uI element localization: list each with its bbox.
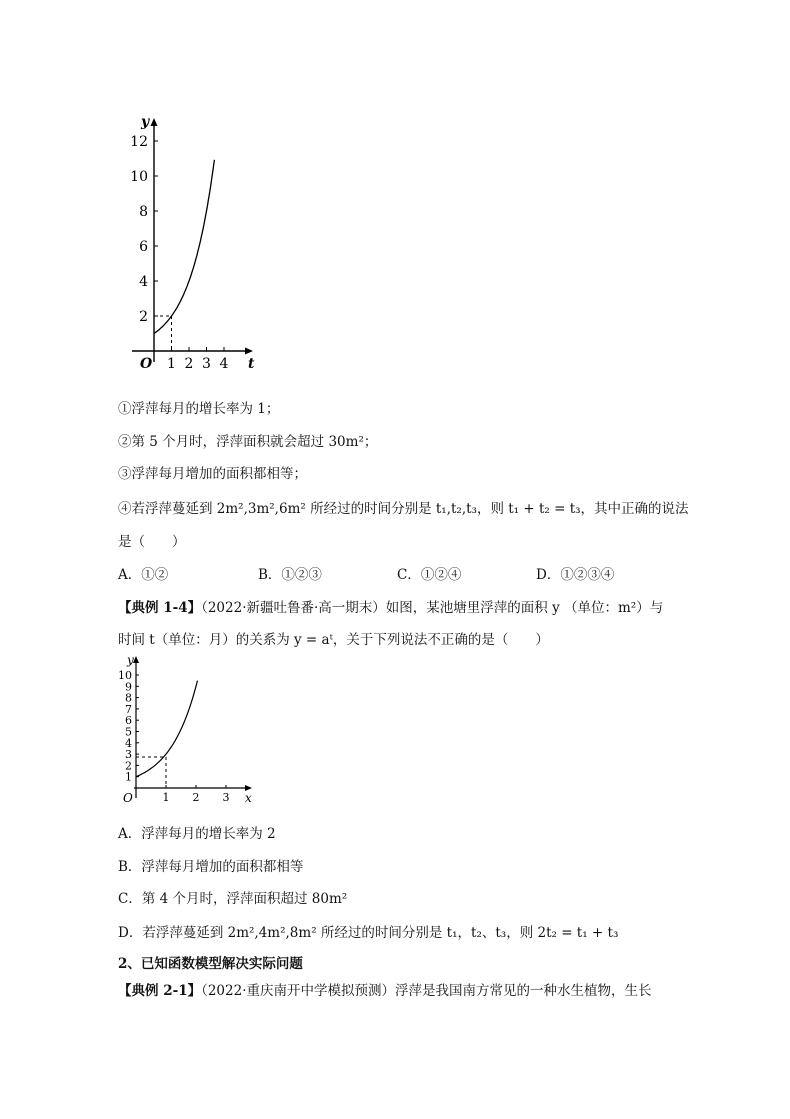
p2-option-c: C．第 4 个月时，浮萍面积超过 80m² <box>118 891 348 907</box>
statement-4-cont: 是（ ） <box>118 534 186 550</box>
graph-1-y-tick-label: 10 <box>130 169 148 185</box>
graph-2-y-tick-label: 3 <box>125 748 132 762</box>
example-2-1-text: （2022·重庆南开中学模拟预测）浮萍是我国南方常见的一种水生植物，生长 <box>201 983 652 999</box>
example-1-4-line-2: 时间 t（单位：月）的关系为 y = aᵗ，关于下列说法不正确的是（ ） <box>118 632 549 648</box>
graph-1-y-tick-label: 2 <box>139 309 148 325</box>
graph-1-y-tick-label: 12 <box>130 134 148 150</box>
statement-3: ③浮萍每月增加的面积都相等； <box>118 466 307 482</box>
example-2-1 <box>118 979 652 999</box>
graph-2-x-tick-labels <box>163 791 230 804</box>
option-a: A．①② <box>118 567 169 583</box>
graph-1-x-tick-label: 3 <box>202 356 211 372</box>
graph-2-y-tick-label: 8 <box>125 691 132 705</box>
graph-2-y-tick-label: 1 <box>125 770 132 784</box>
graph-1-x-label: t <box>248 356 255 372</box>
graph-2-x-tick-label: 3 <box>222 791 230 804</box>
graph-2-curve <box>136 681 198 777</box>
option-c: C．①②④ <box>397 567 462 583</box>
graph-1-y-tick-labels <box>130 134 148 325</box>
graph-1-x-tick-label: 2 <box>184 356 194 372</box>
example-1-4-tag: 【典例 1-4】 <box>118 600 202 616</box>
graph-1-x-tick-label: 4 <box>219 356 229 372</box>
graph-2-x-label: x <box>245 791 252 805</box>
graph-1-y-arrow <box>151 118 158 126</box>
graph-1-x-arrow <box>245 348 253 355</box>
example-2-1-tag: 【典例 2-1】 <box>118 983 202 999</box>
graph-1-y-tick-label: 6 <box>139 239 148 255</box>
graph-2-x-tick-label: 1 <box>162 791 170 804</box>
graph-2-y-tick-label: 2 <box>125 759 132 773</box>
graph-2-y-tick-label: 7 <box>125 702 132 716</box>
statement-2: ②第 5 个月时，浮萍面积就会超过 30m²； <box>118 434 378 450</box>
graph-1-y-tick-label: 4 <box>139 274 148 290</box>
p2-option-d: D．若浮萍蔓延到 2m²,4m²,8m² 所经过的时间分别是 t₁，t₂、t₃，则 2t₂ = t₁ + t₃ <box>118 925 619 941</box>
section-2-heading: 2、已知函数模型解决实际问题 <box>118 956 303 972</box>
graph-2-y-tick-label: 4 <box>125 736 132 750</box>
graph-2-y-label: y <box>127 653 134 667</box>
graph-1-origin: O <box>140 356 153 372</box>
example-1-4-text-1: （2022·新疆吐鲁番·高一期末）如图，某池塘里浮萍的面积 y （单位：m²）与 <box>201 600 664 616</box>
graph-2-y-tick-label: 10 <box>118 669 132 682</box>
graph-2-x-tick-label: 2 <box>192 791 200 804</box>
graph-2-tick-marks <box>136 675 226 788</box>
statement-4: ④若浮萍蔓延到 2m²,3m²,6m² 所经过的时间分别是 t₁,t₂,t₃，则 t₁ + t₂ = t₃，其中正确的说法 <box>118 501 689 517</box>
graph-2-y-tick-label: 6 <box>125 714 132 728</box>
graph-2-y-tick-label: 5 <box>125 725 132 739</box>
graph-1-x-tick-label: 1 <box>167 356 176 372</box>
graph-2 <box>110 650 260 810</box>
graph-1-y-label: y <box>141 114 150 130</box>
option-b: B．①②③ <box>258 567 322 583</box>
p2-option-a: A．浮萍每月的增长率为 2 <box>118 826 276 842</box>
graph-1 <box>110 110 280 380</box>
statement-1: ①浮萍每月的增长率为 1； <box>118 401 280 417</box>
graph-1-curve <box>154 160 214 334</box>
graph-1-y-tick-label: 8 <box>139 204 148 220</box>
graph-1-x-tick-labels <box>167 356 229 372</box>
graph-2-origin: O <box>123 791 133 805</box>
graph-2-y-arrow <box>133 656 139 663</box>
example-1-4-line-1 <box>118 596 663 616</box>
graph-1-tick-marks <box>154 141 224 351</box>
graph-2-y-tick-label: 9 <box>125 680 132 694</box>
option-d: D．①②③④ <box>536 567 615 583</box>
p2-option-b: B．浮萍每月增加的面积都相等 <box>118 859 304 875</box>
graph-2-y-tick-labels <box>118 669 132 784</box>
